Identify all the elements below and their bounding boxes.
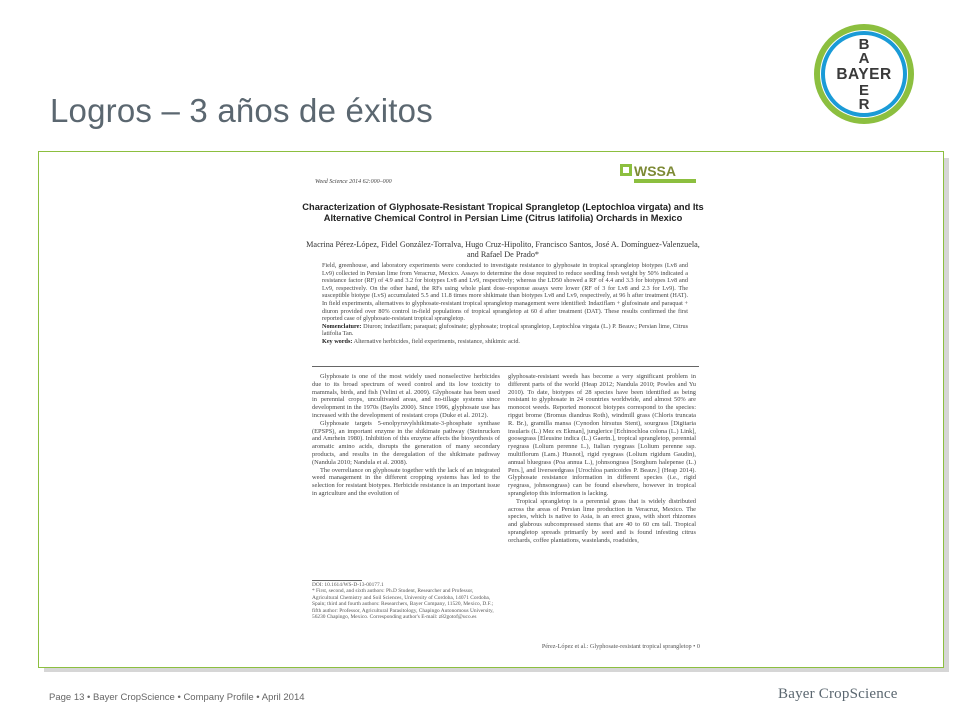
frame-shadow-right bbox=[944, 158, 949, 672]
logo-horizontal-word: BAYER bbox=[836, 66, 892, 83]
abstract-text: Field, greenhouse, and laboratory experiments were conducted to investigate resistance to glyphosate in tropical sprangletop biotypes (Lv8 and Lv9) collected in Persian lime from Veracruz, Mexico. Assays to determine the dose required to reduce seedling fresh weight by 50% indicated a resistance factor (RF) of 4.9 and 3.2 for biotypes Lv8 and Lv9, respectively; whereas the LD50 showed a RF of 4.4 and 3.3 for biotypes Lv8 and Lv9, respectively. On the other hand, the RFs using whole plant dose–response assays were lower (RF of 3 for Lv8 and 2.3 for Lv9). The susceptible biotype (LvS) accumulated 5.5 and 11.8 times more shikimate than biotypes Lv8 and Lv9, respectively, at 96 h after treatment (HAT). In field experiments, alternatives to glyphosate-resistant tropical sprangletop management were identified: Indaziflam + glufosinate and paraquat + diuron provided over 80% control in-field populations of tropical sprangletop at 60 d after treatment (DAT). These results confirmed the first reported case of glyphosate-resistant tropical sprangletop. bbox=[322, 262, 688, 323]
logo-letter-e: E bbox=[858, 82, 870, 99]
body-column-left bbox=[312, 373, 500, 498]
nomenclature-label: Nomenclature: bbox=[322, 322, 362, 330]
keywords-label: Key words: bbox=[322, 337, 353, 345]
body-paragraph: Glyphosate is one of the most widely used nonselective herbicides due to its broad spectrum of weed control and its low toxicity to mammals, birds, and fish (Velini et al. 2009). Glyphosate has been used in perennial crops, uncultivated areas, and no-tillage systems since development in the 1970s (Baylis 2000). Since 1996, glyphosate use has increased with the development of resistant crops (Duke et al. 2012). bbox=[312, 373, 500, 419]
paper-footnote: DOI: 10.1614/WS-D-13-00177.1 * First, second, and sixth authors: Ph.D Student, Researcher and Professor, Agricultural Chemistry and Soil Sciences, University of Cordoba, 14071 Cordoba, Spain; third and fourth authors: Researchers, Bayer Company, 11520, Mexico, D.F.; fifth author: Professor, Agricultural Parasitology, Chapingo Autonomous University, 56230 Chapingo, Mexico. Corresponding author's E-mail: z82gotof@uco.es bbox=[312, 582, 494, 621]
wssa-badge-text: WSSA bbox=[634, 163, 676, 179]
body-paragraph: The overreliance on glyphosate together with the lack of an integrated weed management in the different cropping systems has led to the selection for resistant biotypes. Herbicide resistance is an important issue in agriculture and the evolution of bbox=[312, 466, 500, 497]
footer-brand: Bayer CropScience bbox=[778, 686, 898, 702]
logo-letter-a: A bbox=[858, 50, 870, 67]
body-paragraph: Glyphosate targets 5-enolpyruvylshikimate-3-phosphate synthase (EPSPS), an important enzyme in the shikimate pathway (Steinrucken and Amrhein 1980). Inhibition of this enzyme affects the biosynthesis of aromatic amino acids, disrupts the generation of many secondary products, and results in the deregulation of the shikimate pathway (Nandula 2010; Nandula et al. 2008). bbox=[312, 419, 500, 466]
logo-letter-b: B bbox=[858, 36, 870, 53]
logo-letter-r: R bbox=[858, 96, 870, 113]
body-paragraph: glyphosate-resistant weeds has become a very significant problem in different parts of the world (Heap 2012; Nandula 2010; Powles and Yu 2010). To date, biotypes of 28 species have been identified as being resistant to glyphosate in 24 countries worldwide, and almost 50% are monocot weeds. Reported monocot biotypes correspond to the species: ripgut brome (Bromus diandrus Roth), windmill grass (Chloris truncata R. Br.), gramilla mansa (Cynodon hirsutus Stent), sourgrass [Digitaria insularis (L.) Mez ex Ekman], junglerice [Echinochloa colona (L.) Link], goosegrass [Eleusine indica (L.) Gaertn.], tropical sprangletop, perennial ryegrass (Lolium perenne L.), Italian ryegrass [Lolium perenne ssp. multiflorum (Lam.) Husnot], rigid ryegrass (Lolium rigidum Gaudin), annual bluegrass (Poa annua L.), johnsongrass [Sorghum halepense (L.) Pers.], and liverseedgrass [Urochloa panicoides P. Beauv.] (Heap 2014). Glyphosate resistance information in different species (i.e., rigid ryegrass, johnsongrass) can be found elsewhere, however in tropical sprangletop this information is lacking. bbox=[508, 373, 696, 497]
paper-running-foot: Pérez-López et al.: Glyphosate-resistant tropical sprangletop • 0 bbox=[541, 643, 700, 650]
journal-line: Weed Science 2014 62:000–000 bbox=[315, 179, 392, 185]
footnote-rule bbox=[312, 580, 362, 581]
frame-shadow-bottom bbox=[44, 668, 949, 672]
bayer-cross-logo bbox=[813, 16, 915, 132]
nomenclature-text: Diuron; indaziflam; paraquat; glufosinate; glyphosate; tropical sprangletop, Leptochloa virgata (L.) P. Beauv.; Persian lime, Citrus latifolia Tan. bbox=[322, 322, 689, 338]
slide-title: Logros – 3 años de éxitos bbox=[50, 92, 433, 129]
wssa-badge bbox=[620, 162, 698, 186]
footer-page-info: Page 13 • Bayer CropScience • Company Profile • April 2014 bbox=[49, 692, 305, 703]
abstract-divider bbox=[312, 366, 699, 367]
keywords-text: Alternative herbicides, field experiments, resistance, shikimic acid. bbox=[353, 337, 520, 345]
paper-abstract bbox=[322, 262, 688, 346]
paper-title: Characterization of Glyphosate-Resistant Tropical Sprangletop (Leptochloa virgata) and Its Alternative Chemical Control in Persian Lime (Citrus latifolia) Orchards in Mexico bbox=[302, 202, 704, 223]
body-paragraph: Tropical sprangletop is a perennial grass that is widely distributed across the areas of Persian lime production in Veracruz, Mexico. The species, which is native to Asia, is an erect grass, with short rhizomes and glabrous subcompressed stems that are 40 to 60 cm tall. Tropical sprangletop spreads primarily by seed and is found infesting citrus orchards, coffee plantations, wastelands, roadsides, bbox=[508, 497, 696, 544]
paper-page bbox=[290, 160, 715, 658]
body-column-right bbox=[508, 373, 696, 545]
paper-authors: Macrina Pérez-López, Fidel González-Torralva, Hugo Cruz-Hipolito, Francisco Santos, José A. Domínguez-Valenzuela, and Rafael De Prado* bbox=[306, 240, 700, 259]
